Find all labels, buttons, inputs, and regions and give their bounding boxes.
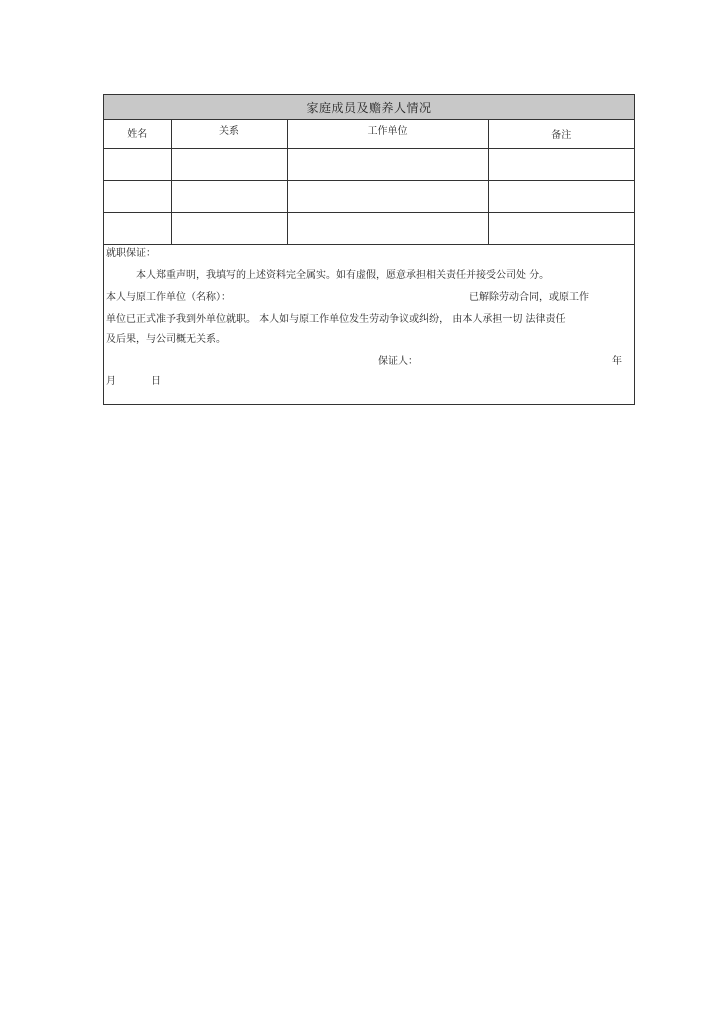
table-row xyxy=(104,181,634,213)
guarantee-closing-line: 及后果，与公司概无关系。 xyxy=(106,334,226,345)
signer-label: 保证人： xyxy=(378,356,418,367)
cell-workplace[interactable] xyxy=(287,181,488,213)
cell-workplace[interactable] xyxy=(287,149,488,181)
cell-name[interactable] xyxy=(104,149,171,181)
day-label: 日 xyxy=(151,376,161,387)
column-header-relationship: 关系 xyxy=(171,120,287,149)
family-members-form xyxy=(103,94,635,405)
previous-employer-label: 本人与原工作单位（名称）： xyxy=(106,292,231,303)
cell-remarks[interactable] xyxy=(488,213,634,245)
column-header-remarks: 备注 xyxy=(488,120,634,149)
cell-remarks[interactable] xyxy=(488,181,634,213)
column-header-workplace: 工作单位 xyxy=(287,120,488,149)
guarantee-heading: 就职保证： xyxy=(106,248,156,259)
column-header-name: 姓名 xyxy=(104,120,171,149)
cell-relationship[interactable] xyxy=(171,213,287,245)
cell-remarks[interactable] xyxy=(488,149,634,181)
cell-relationship[interactable] xyxy=(171,149,287,181)
guarantee-statement-line: 本人郑重声明，我填写的上述资料完全属实。如有虚假，愿意承担相关责任并接受公司处 分。 xyxy=(136,270,550,281)
cell-name[interactable] xyxy=(104,181,171,213)
year-label: 年 xyxy=(612,356,622,367)
family-members-table xyxy=(104,120,634,245)
guarantee-liability-line: 单位已正式准予我到外单位就职。 本人如与原工作单位发生劳动争议或纠纷， 由本人承担一切 法律责任 xyxy=(106,314,566,325)
month-label: 月 xyxy=(106,376,116,387)
cell-name[interactable] xyxy=(104,213,171,245)
cell-relationship[interactable] xyxy=(171,181,287,213)
table-header-row xyxy=(104,120,634,149)
table-row xyxy=(104,213,634,245)
table-row xyxy=(104,149,634,181)
cell-workplace[interactable] xyxy=(287,213,488,245)
contract-terminated-text: 已解除劳动合同，或原工作 xyxy=(469,292,589,303)
form-title: 家庭成员及赡养人情况 xyxy=(104,95,634,120)
